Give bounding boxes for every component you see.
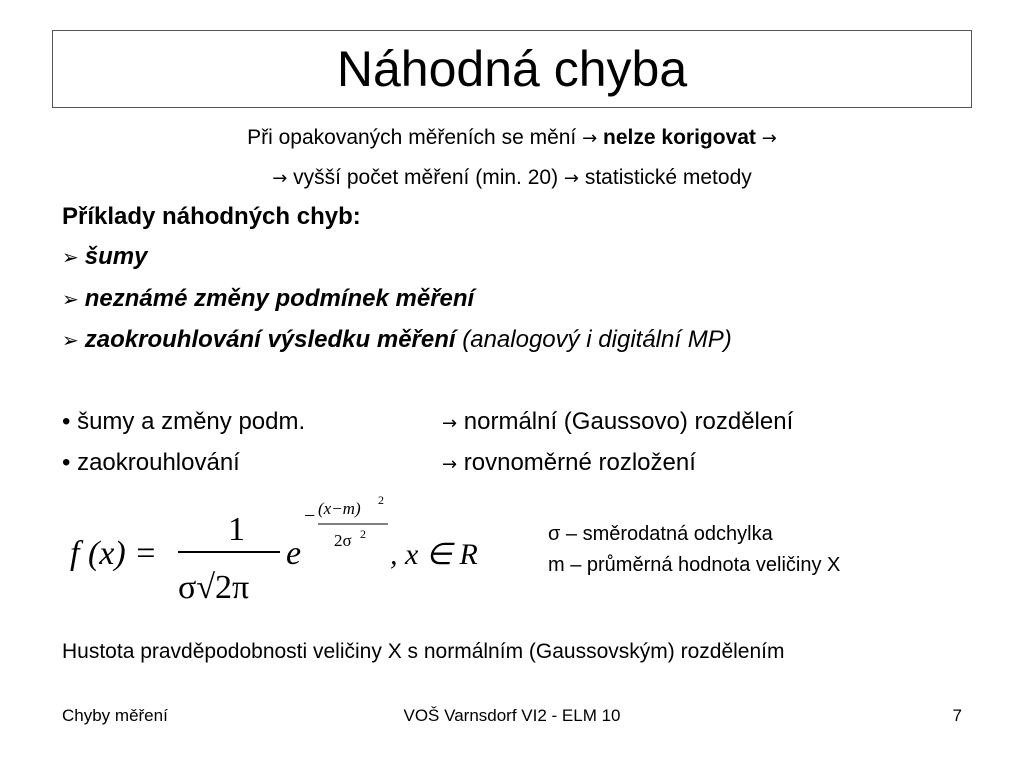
example-item	[62, 326, 732, 354]
intro-line-2	[0, 166, 1024, 190]
caption: Hustota pravděpodobnosti veličiny X s normálním (Gaussovským) rozdělením	[62, 640, 785, 663]
distribution-row	[62, 408, 862, 436]
exponent-denominator: 2σ	[334, 531, 352, 550]
example-label: šumy	[84, 243, 148, 270]
distribution-cause: • zaokrouhlování	[62, 449, 240, 476]
formula-denominator: σ√2π	[178, 569, 250, 606]
intro-line-2-part2: statistické metody	[579, 166, 752, 189]
page-number: 7	[952, 706, 962, 725]
formula-numerator: 1	[228, 511, 245, 548]
distribution-result: normální (Gaussovo) rozdělení	[457, 408, 794, 435]
example-item	[62, 285, 474, 313]
example-label: neznámé změny podmínek měření	[84, 285, 475, 312]
examples-heading: Příklady náhodných chyb:	[62, 203, 361, 230]
formula-base: e	[286, 535, 302, 572]
intro-line-1	[0, 126, 1024, 150]
footer-left: Chyby měření	[62, 706, 168, 725]
exponent-minus: −	[304, 505, 316, 527]
gauss-formula	[60, 492, 520, 612]
legend-mean: m – průměrná hodnota veličiny X	[548, 554, 841, 576]
example-item	[62, 243, 147, 271]
arrowhead-bullet-icon: ➢	[62, 245, 79, 269]
distribution-row	[62, 449, 862, 477]
footer-center: VOŠ Varnsdorf VI2 - ELM 10	[403, 706, 621, 725]
arrow-icon: →	[442, 454, 458, 475]
slide-title: Náhodná chyba	[336, 41, 688, 97]
arrow-icon: →	[563, 168, 580, 189]
distribution-cause: • šumy a změny podm.	[62, 408, 306, 435]
arrow-icon: →	[582, 128, 598, 149]
formula-lhs: f (x) =	[70, 535, 158, 572]
arrow-icon: →	[442, 413, 458, 434]
arrow-icon: →	[761, 128, 777, 149]
title-box	[52, 30, 972, 108]
distribution-result: rovnoměrné rozložení	[457, 449, 696, 476]
example-note: (analogový i digitální MP)	[455, 326, 732, 353]
intro-text: Při opakovaných měřeních se mění	[247, 126, 583, 149]
intro-line-2-part1: vyšší počet měření (min. 20)	[287, 166, 564, 189]
arrow-icon: →	[272, 168, 288, 189]
formula-domain: , x ∈ R	[390, 538, 478, 571]
exponent-power: 2	[378, 493, 384, 507]
legend-sigma: σ – směrodatná odchylka	[548, 523, 773, 545]
exponent-numerator: (x−m)	[318, 499, 361, 518]
arrowhead-bullet-icon: ➢	[62, 328, 79, 352]
arrowhead-bullet-icon: ➢	[62, 287, 79, 311]
example-label: zaokrouhlování výsledku měření	[84, 326, 456, 353]
intro-emphasis: nelze korigovat	[603, 126, 756, 149]
exponent-denominator-power: 2	[360, 527, 366, 541]
